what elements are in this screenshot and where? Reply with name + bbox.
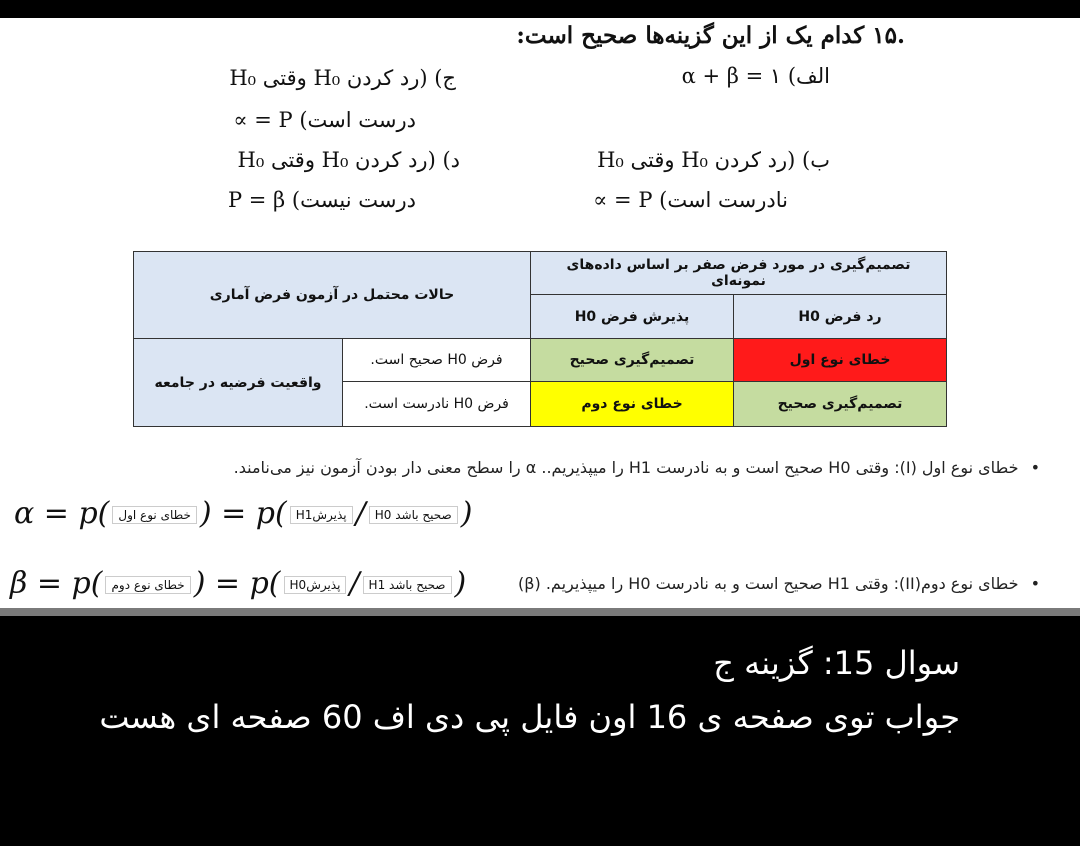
alpha-box-accept-h1: H1پذیرش [290, 506, 353, 524]
cell-type2-error: خطای نوع دوم [531, 382, 734, 427]
caption-line2: جواب توی صفحه ی 16 اون فایل پی دی اف 60 صفحه ای هست [99, 698, 960, 736]
type2-text: خطای نوع دوم(II): وقتی H1 صحیح است و به نادرست H0 را میپذیریم. (β) [518, 574, 1019, 593]
type1-note [234, 458, 1040, 477]
option-b-line1: ب) (رد کردن H₀ وقتی H₀ [597, 148, 830, 172]
beta-close: ) [454, 566, 467, 601]
image-border [0, 608, 1080, 616]
option-c-line1: ج) (رد کردن H₀ وقتی H₀ [229, 66, 456, 90]
beta-box-type2: خطای نوع دوم [105, 576, 190, 594]
caption-line1: سوال 15: گزینه ج [713, 644, 960, 682]
status-bar [0, 0, 1080, 18]
row-h0-true: فرض H0 صحیح است. [343, 339, 531, 382]
bullet-icon: • [1030, 574, 1040, 593]
beta-box-accept-h0: H0پذیرش [284, 576, 347, 594]
beta-formula [10, 566, 466, 601]
option-a: الف) ۱ = α + β [681, 64, 830, 88]
alpha-box-h0-true: H0 صحیح باشد [369, 506, 458, 524]
reality-label: واقعیت فرضیه در جامعه [134, 339, 343, 427]
beta-slash: / [349, 566, 360, 601]
type2-note [518, 574, 1040, 593]
alpha-slash: / [355, 496, 366, 531]
row-h0-false: فرض H0 نادرست است. [343, 382, 531, 427]
alpha-formula [14, 496, 472, 531]
col-accept-h0: پذیرش فرض H0 [531, 295, 734, 339]
col-reject-h0: رد فرض H0 [734, 295, 947, 339]
cell-correct-decision: تصمیم‌گیری صحیح [531, 339, 734, 382]
message-caption [60, 636, 960, 744]
cell-type1-error: خطای نوع اول [734, 339, 947, 382]
option-b-line2: نادرست است) P = ∝ [593, 188, 788, 212]
beta-lhs: β = p( [10, 566, 103, 601]
table-header-decision: تصمیم‌گیری در مورد فرض صفر بر اساس داده‌های نمونه‌ای [531, 252, 947, 295]
option-d-line1: د) (رد کردن H₀ وقتی H₀ [237, 148, 460, 172]
alpha-mid: ) = p( [199, 496, 287, 531]
beta-box-h1-true: H1 صحیح باشد [363, 576, 452, 594]
document-image [0, 18, 1080, 608]
question-title: .۱۵ کدام یک از این گزینه‌ها صحیح است: [516, 22, 905, 49]
alpha-box-type1: خطای نوع اول [112, 506, 197, 524]
option-d-line2: درست نیست) P = β [227, 188, 416, 212]
alpha-lhs: α = p( [14, 496, 110, 531]
beta-mid: ) = p( [193, 566, 281, 601]
table-header-states: حالات محتمل در آزمون فرض آماری [134, 252, 531, 339]
type1-text: خطای نوع اول (I): وقتی H0 صحیح است و به نادرست H1 را میپذیریم.. α را سطح معنی دار بودن آزمون نیز می‌نامند. [233, 458, 1019, 477]
alpha-close: ) [460, 496, 473, 531]
option-c-line2: درست است) P = ∝ [233, 108, 416, 132]
cell-correct-decision: تصمیم‌گیری صحیح [734, 382, 947, 427]
bullet-icon: • [1030, 458, 1040, 477]
decision-table [133, 251, 947, 427]
